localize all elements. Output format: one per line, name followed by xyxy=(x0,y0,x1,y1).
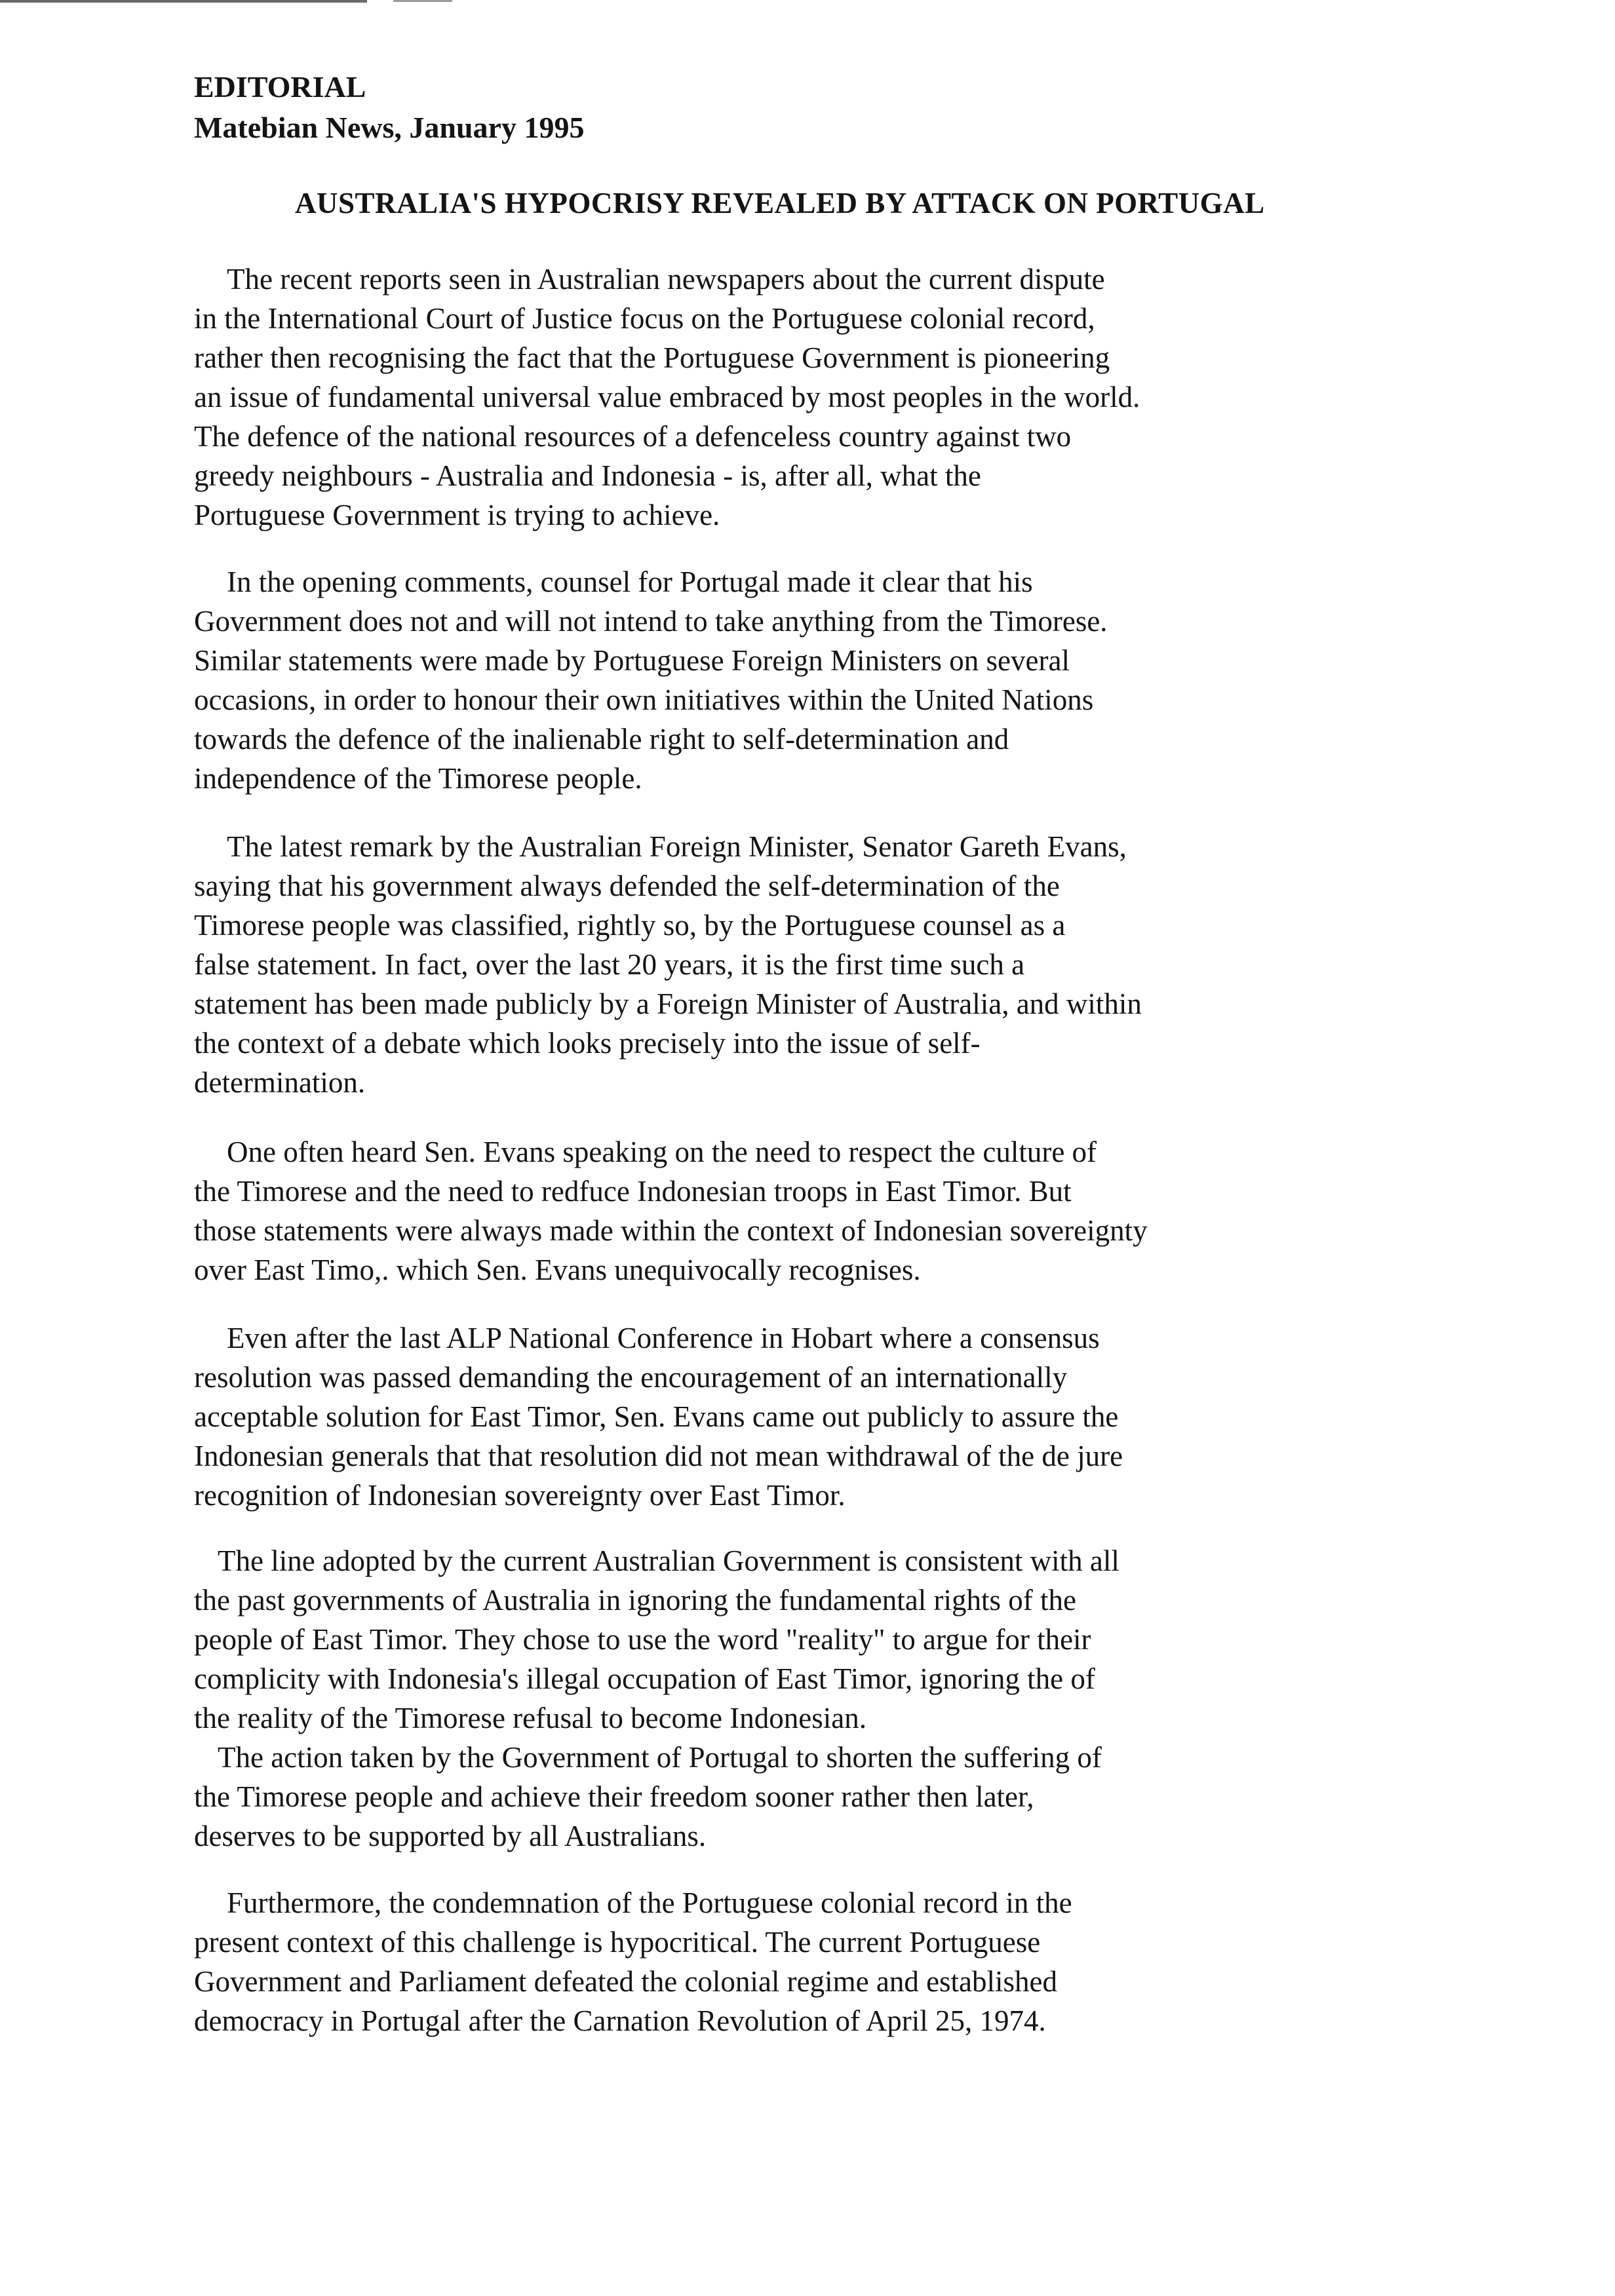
text-line: greedy neighbours - Australia and Indonesia - is, after all, what the xyxy=(194,459,981,492)
text-line: in the International Court of Justice focus on the Portuguese colonial record, xyxy=(194,302,1095,335)
text-line: Similar statements were made by Portuguese Foreign Ministers on several xyxy=(194,644,1070,677)
text-line: the Timorese and the need to redfuce Indonesian troops in East Timor. But xyxy=(194,1175,1072,1208)
text-line: Indonesian generals that that resolution did not mean withdrawal of the de jure xyxy=(194,1440,1123,1472)
text-line: The line adopted by the current Australian Government is consistent with all xyxy=(218,1544,1119,1577)
text-line: Government and Parliament defeated the colonial regime and established xyxy=(194,1965,1058,1998)
text-line: false statement. In fact, over the last 20 years, it is the first time such a xyxy=(194,948,1025,981)
article-paragraph-5 xyxy=(194,1318,1123,1515)
text-line: occasions, in order to honour their own initiatives within the United Nations xyxy=(194,683,1094,716)
article-headline: AUSTRALIA'S HYPOCRISY REVEALED BY ATTACK ON PORTUGAL xyxy=(295,187,1265,220)
article-paragraph-1 xyxy=(194,259,1140,535)
text-line: those statements were always made within the context of Indonesian sovereignty xyxy=(194,1214,1148,1247)
article-paragraph-7 xyxy=(194,1883,1072,2040)
text-line: independence of the Timorese people. xyxy=(194,762,642,795)
text-line: towards the defence of the inalienable right to self-determination and xyxy=(194,723,1009,756)
text-line: the context of a debate which looks precisely into the issue of self- xyxy=(194,1027,981,1060)
text-line: complicity with Indonesia's illegal occupation of East Timor, ignoring the of xyxy=(194,1662,1095,1695)
text-line: determination. xyxy=(194,1066,366,1099)
scan-edge-mark xyxy=(393,0,452,2)
text-line: an issue of fundamental universal value embraced by most peoples in the world. xyxy=(194,381,1140,413)
text-line: The recent reports seen in Australian newspapers about the current dispute xyxy=(227,263,1105,296)
article-paragraph-6 xyxy=(194,1541,1119,1856)
article-paragraph-3 xyxy=(194,827,1142,1102)
text-line: statement has been made publicly by a Foreign Minister of Australia, and within xyxy=(194,987,1142,1020)
text-line: acceptable solution for East Timor, Sen. Evans came out publicly to assure the xyxy=(194,1400,1119,1433)
text-line: In the opening comments, counsel for Portugal made it clear that his xyxy=(227,565,1033,598)
article-paragraph-2 xyxy=(194,562,1108,798)
text-line: resolution was passed demanding the encouragement of an internationally xyxy=(194,1361,1068,1394)
text-line: Portuguese Government is trying to achieve. xyxy=(194,499,720,531)
publication-source: Matebian News, January 1995 xyxy=(194,111,585,144)
scan-edge-mark xyxy=(0,0,367,3)
text-line: people of East Timor. They chose to use the word "reality" to argue for their xyxy=(194,1623,1091,1656)
text-line: One often heard Sen. Evans speaking on the need to respect the culture of xyxy=(227,1136,1097,1168)
text-line: Government does not and will not intend to take anything from the Timorese. xyxy=(194,605,1108,638)
text-line: the Timorese people and achieve their freedom sooner rather then later, xyxy=(194,1780,1034,1813)
editorial-header xyxy=(194,67,584,148)
text-line: the past governments of Australia in ignoring the fundamental rights of the xyxy=(194,1584,1076,1617)
article-paragraph-4 xyxy=(194,1132,1148,1290)
text-line: present context of this challenge is hypocritical. The current Portuguese xyxy=(194,1926,1041,1959)
text-line: the reality of the Timorese refusal to become Indonesian. xyxy=(194,1702,866,1734)
text-line: Timorese people was classified, rightly so, by the Portuguese counsel as a xyxy=(194,909,1066,942)
text-line: The action taken by the Government of Portugal to shorten the suffering of xyxy=(218,1741,1102,1774)
text-line: deserves to be supported by all Australians. xyxy=(194,1820,707,1852)
text-line: over East Timo,. which Sen. Evans unequivocally recognises. xyxy=(194,1253,921,1286)
text-line: saying that his government always defended the self-determination of the xyxy=(194,870,1060,902)
text-line: The latest remark by the Australian Foreign Minister, Senator Gareth Evans, xyxy=(227,830,1127,863)
text-line: Furthermore, the condemnation of the Portuguese colonial record in the xyxy=(227,1886,1072,1919)
text-line: rather then recognising the fact that the Portuguese Government is pioneering xyxy=(194,341,1110,374)
text-line: democracy in Portugal after the Carnation Revolution of April 25, 1974. xyxy=(194,2004,1046,2037)
text-line: Even after the last ALP National Conference in Hobart where a consensus xyxy=(227,1322,1100,1354)
text-line: The defence of the national resources of a defenceless country against two xyxy=(194,420,1072,453)
text-line: recognition of Indonesian sovereignty over East Timor. xyxy=(194,1479,846,1512)
section-label: EDITORIAL xyxy=(194,70,366,104)
